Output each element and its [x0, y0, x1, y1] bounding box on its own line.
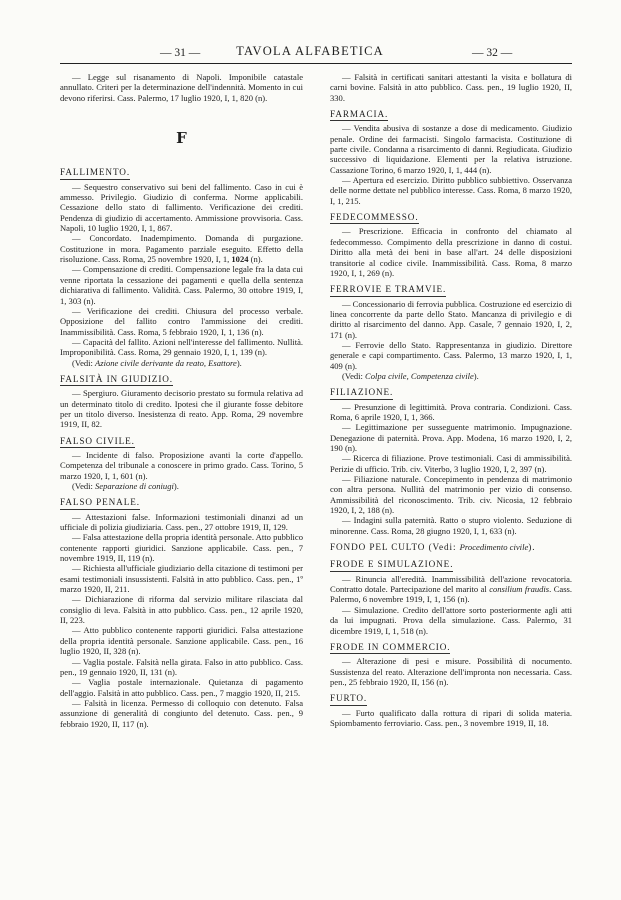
section-frode-in-commercio — [330, 642, 572, 687]
section-title-inline — [330, 542, 535, 552]
section-title: FONDO PEL CULTO — [330, 542, 426, 553]
see-prefix: (Vedi: — [428, 542, 457, 553]
section-title: FEDECOMMESSO. — [330, 212, 419, 224]
entry: — Spergiuro. Giuramento decisorio prestato su formula relativa ad un determinato titolo di credito. Ipotesi che il giurante fosse debitore per un titolo diverso. Inesistenza di reato. App. Roma, 29 novembre 1919, II, 82. — [60, 388, 303, 430]
section-title: FALSO PENALE. — [60, 497, 140, 509]
see-also — [330, 371, 572, 381]
entry: — Apertura ed esercizio. Diritto pubblico subbiettivo. Osservanza delle norme dettate nel pubblico interesse. Cass. Roma, 8 marzo 1920, I, 1, 215. — [330, 175, 572, 206]
entry: — Alterazione di pesi e misure. Possibilità di nocumento. Sussistenza del reato. Alterazione dell'impronta non necessaria. Cass. pen., 25 febbraio 1920, II, 156 (n). — [330, 656, 572, 687]
section-farmacia — [330, 109, 572, 206]
entry: — Compensazione di crediti. Compensazione legale fra la data cui venne riportata la cessazione dei pagamenti e quella della sentenza dichiarativa di fallimento. Validità. Cass. Palermo, 30 ottobre 1919, I, 1, 303 (n). — [60, 264, 303, 306]
entry: — Presunzione di legittimità. Prova contraria. Condizioni. Cass. Roma, 6 aprile 1920, I, 1, 366. — [330, 401, 572, 422]
section-falso-penale — [60, 497, 303, 729]
entry: — Verificazione dei crediti. Chiusura del processo verbale. Opposizione del fallito contro l'ammissione dei crediti. Inammissibilità. Cass. Roma, 5 febbraio 1920, I, 1, 136 (n). — [60, 305, 303, 337]
section-title: FALSO CIVILE. — [60, 436, 135, 448]
section-title: FRODE E SIMULAZIONE. — [330, 559, 453, 571]
see-reference: Azione civile derivante da reato, Esattore — [95, 357, 237, 368]
page-number-right: — 32 — — [472, 47, 513, 59]
section-falso-civile — [60, 436, 303, 492]
section-title: FRODE IN COMMERCIO. — [330, 642, 450, 654]
page-number-left: — 31 — — [160, 47, 201, 59]
entry: — Simulazione. Credito dell'attore sorto posteriormente agli atti da lui impugnati. Prova della simulazione. Cass. Palermo, 31 dicembre 1919, I, 1, 518 (n). — [330, 604, 572, 636]
entry: — Attestazioni false. Informazioni testimoniali dinanzi ad un ufficiale di polizia giudiziaria. Cass. pen., 27 ottobre 1919, II, 129. — [60, 511, 303, 533]
section-title: FILIAZIONE. — [330, 387, 393, 399]
section-falsita-in-giudizio — [60, 374, 303, 430]
header-rule — [60, 63, 572, 64]
section-letter: F — [176, 129, 187, 148]
section-title: FERROVIE E TRAMVIE. — [330, 284, 446, 296]
entry: — Falsità in licenza. Permesso di colloquio con detenuto. Falsa assunzione di generalità di congiunto del detenuto. Cass. pen., 9 febbraio 1920, II, 117 (n). — [60, 697, 303, 729]
entry-text: — Rinuncia all'eredità. Inammissibilità dell'azione revocatoria. Contratto dotale. Partecipazione del marito al — [330, 573, 572, 595]
page-title: TAVOLA ALFABETICA — [236, 44, 384, 58]
entry: — Vaglia postale. Falsità nella girata. Falso in atto pubblico. Cass. pen., 19 gennaio 1920, II, 131 (n). — [60, 656, 303, 677]
entry: — Richiesta all'ufficiale giudiziario della citazione di testimoni per esami testimoniali insussistenti. Falsità in atto pubblico. Cass. pen., 1º marzo 1920, II, 211. — [60, 563, 303, 595]
entry: — Concessionario di ferrovia pubblica. Costruzione ed esercizio di linea concorrente da parte dello Stato. Mancanza di privilegio e di diritto al risarcimento del danno. App. Casale, 7 gennaio 1920, I, 2, 171 (n). — [330, 298, 572, 340]
see-prefix: (Vedi: — [72, 357, 93, 368]
section-ferrovie-e-tramvie — [330, 284, 572, 381]
entry: — Ferrovie dello Stato. Rappresentanza in giudizio. Direttore generale e capi compartimento. Cass. Palermo, 13 marzo 1920, I, 1, 409 (n). — [330, 339, 572, 371]
see-suffix: ). — [236, 357, 242, 368]
section-title: FURTO. — [330, 693, 367, 705]
entry: — Falsità in certificati sanitari attestanti la visita e bollatura di carni bovine. Falsità in atto pubblico. Cass. pen., 19 luglio 1920, II, 330. — [330, 72, 572, 103]
entry: — Incidente di falso. Proposizione avanti la corte d'appello. Competenza del tribunale a conoscere in primo grado. Cass. Torino, 5 marzo 1920, I, 1, 601 (n). — [60, 449, 303, 481]
section-title: FARMACIA. — [330, 109, 388, 121]
entry: — Prescrizione. Efficacia in confronto del chiamato al fedecommesso. Compimento della prescrizione in danno di costui. Diritto alla metà dei beni in base all'art. 24 delle disposizioni transitorie al codice civile. Inammissibilità. Cass. Roma, 8 marzo 1920, I, 1, 269 (n). — [330, 226, 572, 278]
section-fallimento — [60, 167, 303, 368]
right-column — [330, 72, 572, 728]
entry: — Indagini sulla paternità. Ratto o stupro violento. Seduzione di minorenne. Cass. Roma, 28 giugno 1920, I, 1, 633 (n). — [330, 515, 572, 536]
entry: — Falsa attestazione della propria identità personale. Atto pubblico contenente rapporti giuridici. Sanzione applicabile. Cass. pen., 7 novembre 1919, II, 119 (n). — [60, 532, 303, 564]
entry: — Furto qualificato dalla rottura di ripari di solida materia. Spiombamento ferroviario. Cass. pen., 3 novembre 1919, II, 18. — [330, 707, 572, 728]
entry: — Atto pubblico contenente rapporti giuridici. Falsa attestazione della propria identità personale. Sanzione applicabile. Cass. pen., 16 luglio 1920, II, 328 (n). — [60, 625, 303, 657]
see-reference: Separazione di coniugi — [95, 481, 174, 491]
see-reference: Procedimento civile — [459, 542, 529, 553]
section-frode-e-simulazione — [330, 559, 572, 635]
section-fondo-pel-culto — [330, 542, 572, 553]
entry: — Capacità del fallito. Azioni nell'interesse del fallimento. Nullità. Improponibilità. Cass. Roma, 29 gennaio 1920, I, 1, 139 (n). — [60, 336, 303, 358]
entry: — Vendita abusiva di sostanze a dose di medicamento. Giudizio penale. Ordine dei farmacisti. Singolo farmacista. Costituzione di parte civile. Condanna a risarcimento di danni. Regiudicata. Giudizio successivo di liquidazione. Elementi per la relativa istruzione. Cassazione Torino, 6 marzo 1920, I, 1, 444 (n). — [330, 123, 572, 175]
entry: — Legittimazione per susseguente matrimonio. Impugnazione. Denegazione di paternità. Prova. App. Modena, 16 marzo 1920, I, 2, 190 (n). — [330, 422, 572, 453]
see-reference: Colpa civile, Competenza civile — [365, 370, 474, 381]
section-title: FALSITÀ IN GIUDIZIO. — [60, 374, 173, 386]
section-furto — [330, 693, 572, 728]
entry — [330, 574, 572, 605]
section-filiazione — [330, 387, 572, 536]
entry: — Dichiarazione di riforma dal servizio militare rilasciata dal consiglio di leva. Falsità in atto pubblico. Cass. pen., 12 aprile 1920, II, 223. — [60, 594, 303, 626]
entry: — Filiazione naturale. Concepimento in pendenza di matrimonio con altra persona. Nullità del matrimonio per vizio di consenso. Ammissibilità del riconoscimento. Trib. civ. Nicosia, 12 febbraio 1920, I, 2, 188 (n). — [330, 474, 572, 516]
page-header — [60, 44, 560, 62]
see-prefix: (Vedi: — [72, 481, 93, 491]
entry-latin-term: consilium fraudis — [489, 584, 550, 595]
section-fedecommesso — [330, 212, 572, 278]
entry: — Vaglia postale internazionale. Quietanza di pagamento dell'aggio. Falsità in atto pubblico. Cass. pen., 7 maggio 1920, II, 215. — [60, 677, 303, 698]
entry — [60, 233, 303, 264]
entry-text: — Concordato. Inadempimento. Domanda di purgazione. Costituzione in mora. Pagamento parziale eseguito. Effetto della risoluzione. Cass. Roma, 25 novembre 1920, I, 1, — [60, 233, 303, 265]
entry: — Ricerca di filiazione. Prove testimoniali. Casi di ammissibilità. Perizie di ufficio. Trib. civ. Viterbo, 3 luglio 1920, I, 2, 397 (n). — [330, 453, 572, 474]
entry: — Sequestro conservativo sui beni del fallimento. Caso in cui è ammesso. Privilegio. Giudizio di conferma. Norme applicabili. Cessazione dello stato di fallimento. Verificazione dei crediti. Pendenza di giudizio di accertamento. Ammissione provvisoria. Cass. Napoli, 10 luglio 1920, I, 1, 867. — [60, 181, 303, 234]
entry: — Legge sul risanamento di Napoli. Imponibile catastale annullato. Criteri per la determinazione dell'indennità. Momento in cui devono riferirsi. Cass. Palermo, 17 luglio 1920, I, 1, 820 (n). — [60, 72, 303, 103]
entry-tail: . Cass. Palermo, 6 novembre 1919, I, 1, 156 (n). — [330, 584, 572, 605]
entry-page-bold: 1024 — [231, 254, 249, 265]
entry-tail: (n). — [250, 254, 263, 265]
see-also — [60, 481, 303, 491]
see-also — [60, 358, 303, 368]
left-column — [60, 72, 303, 729]
see-prefix: (Vedi: — [342, 370, 363, 381]
see-suffix: ). — [473, 370, 479, 381]
section-title: FALLIMENTO. — [60, 167, 130, 179]
see-suffix: ). — [173, 481, 179, 491]
see-suffix: ). — [528, 542, 536, 553]
